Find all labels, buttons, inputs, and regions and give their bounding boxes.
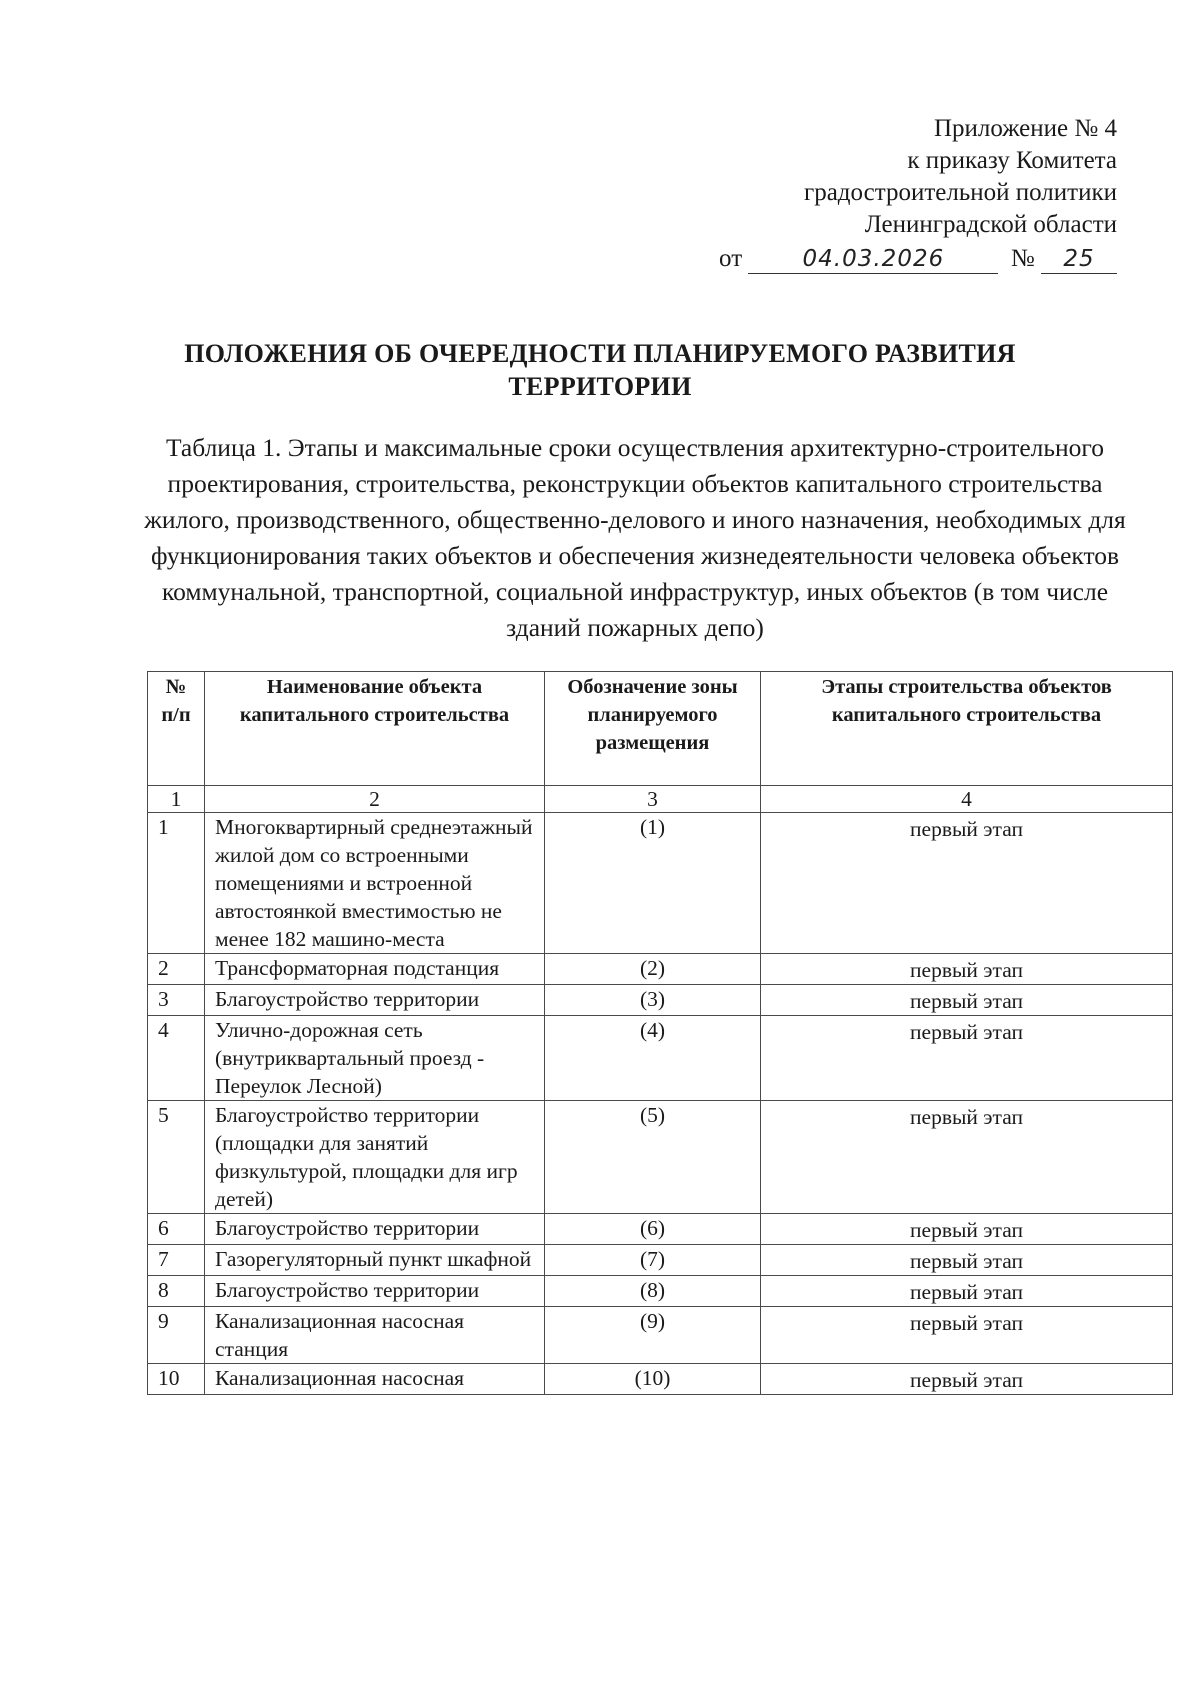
row-zone: (9) bbox=[545, 1307, 761, 1364]
stages-table-wrapper bbox=[147, 671, 1173, 1395]
document-title: ПОЛОЖЕНИЯ ОБ ОЧЕРЕДНОСТИ ПЛАНИРУЕМОГО РАЗВИТИЯ ТЕРРИТОРИИ bbox=[184, 339, 1016, 401]
row-object-name: Газорегуляторный пункт шкафной bbox=[205, 1245, 545, 1276]
row-number: 8 bbox=[148, 1276, 205, 1307]
header-stage: Этапы строительства объектов капитального строительства bbox=[761, 672, 1173, 786]
appendix-date-line bbox=[597, 243, 1117, 275]
row-zone: (3) bbox=[545, 985, 761, 1016]
header-number: № п/п bbox=[148, 672, 205, 786]
row-object-name: Улично-дорожная сеть (внутриквартальный проезд - Переулок Лесной) bbox=[205, 1016, 545, 1101]
row-stage: первый этап bbox=[761, 1101, 1173, 1214]
row-object-name: Благоустройство территории bbox=[205, 985, 545, 1016]
appendix-header bbox=[597, 113, 1117, 275]
row-stage: первый этап bbox=[761, 1307, 1173, 1364]
row-object-name: Канализационная насосная bbox=[205, 1364, 545, 1395]
row-object-name: Многоквартирный среднеэтажный жилой дом со встроенными помещениями и встроенной автостоянкой вместимостью не менее 182 машино-места bbox=[205, 813, 545, 954]
column-number-row bbox=[148, 786, 1173, 813]
row-number: 7 bbox=[148, 1245, 205, 1276]
row-object-name: Благоустройство территории bbox=[205, 1276, 545, 1307]
column-number: 2 bbox=[205, 786, 545, 813]
row-number: 6 bbox=[148, 1214, 205, 1245]
row-zone: (2) bbox=[545, 954, 761, 985]
row-stage: первый этап bbox=[761, 1214, 1173, 1245]
row-number: 5 bbox=[148, 1101, 205, 1214]
table-row bbox=[148, 1101, 1173, 1214]
table-row bbox=[148, 1276, 1173, 1307]
row-stage: первый этап bbox=[761, 985, 1173, 1016]
column-number: 3 bbox=[545, 786, 761, 813]
row-zone: (10) bbox=[545, 1364, 761, 1395]
appendix-committee: градостроительной политики bbox=[803, 179, 1117, 206]
row-number: 3 bbox=[148, 985, 205, 1016]
row-stage: первый этап bbox=[761, 1016, 1173, 1101]
appendix-title: Приложение № 4 bbox=[933, 115, 1117, 142]
row-stage: первый этап bbox=[761, 813, 1173, 954]
row-zone: (7) bbox=[545, 1245, 761, 1276]
table-row bbox=[148, 1214, 1173, 1245]
row-zone: (4) bbox=[545, 1016, 761, 1101]
table-row bbox=[148, 1016, 1173, 1101]
row-zone: (5) bbox=[545, 1101, 761, 1214]
column-number: 4 bbox=[761, 786, 1173, 813]
table-row bbox=[148, 1307, 1173, 1364]
header-zone: Обозначение зоны планируемого размещения bbox=[545, 672, 761, 786]
row-object-name: Благоустройство территории (площадки для занятий физкультурой, площадки для игр детей) bbox=[205, 1101, 545, 1214]
appendix-region: Ленинградской области bbox=[864, 211, 1117, 238]
column-number: 1 bbox=[148, 786, 205, 813]
number-prefix: № bbox=[1010, 245, 1035, 272]
row-object-name: Трансформаторная подстанция bbox=[205, 954, 545, 985]
date-prefix: от bbox=[719, 245, 743, 272]
table-row bbox=[148, 1364, 1173, 1395]
row-zone: (1) bbox=[545, 813, 761, 954]
row-stage: первый этап bbox=[761, 1276, 1173, 1307]
row-number: 10 bbox=[148, 1364, 205, 1395]
table-row bbox=[148, 954, 1173, 985]
handwritten-date: 04.03.2026 bbox=[748, 245, 998, 274]
row-number: 4 bbox=[148, 1016, 205, 1101]
row-number: 9 bbox=[148, 1307, 205, 1364]
row-number: 2 bbox=[148, 954, 205, 985]
row-object-name: Канализационная насосная станция bbox=[205, 1307, 545, 1364]
row-stage: первый этап bbox=[761, 1364, 1173, 1395]
header-object-name: Наименование объекта капитального строительства bbox=[205, 672, 545, 786]
handwritten-number: 25 bbox=[1041, 245, 1117, 274]
row-number: 1 bbox=[148, 813, 205, 954]
row-stage: первый этап bbox=[761, 1245, 1173, 1276]
row-zone: (6) bbox=[545, 1214, 761, 1245]
table-header-row bbox=[148, 672, 1173, 786]
table-row bbox=[148, 813, 1173, 954]
row-stage: первый этап bbox=[761, 954, 1173, 985]
table-row bbox=[148, 1245, 1173, 1276]
stages-table bbox=[147, 671, 1173, 1395]
row-object-name: Благоустройство территории bbox=[205, 1214, 545, 1245]
table-row bbox=[148, 985, 1173, 1016]
row-zone: (8) bbox=[545, 1276, 761, 1307]
appendix-order-ref: к приказу Комитета bbox=[907, 147, 1117, 174]
table-caption: Таблица 1. Этапы и максимальные сроки осуществления архитектурно-строительного проектирования, строительства, реконструкции объектов капитального строительства жилого, производственного, общественно-делового и иного назначения, необходимых для функционирования таких объектов и обеспечения жизнедеятельности человека объектов коммунальной, транспортной, социальной инфраструктур, иных объектов (в том числе зданий пожарных депо) bbox=[144, 433, 1126, 642]
